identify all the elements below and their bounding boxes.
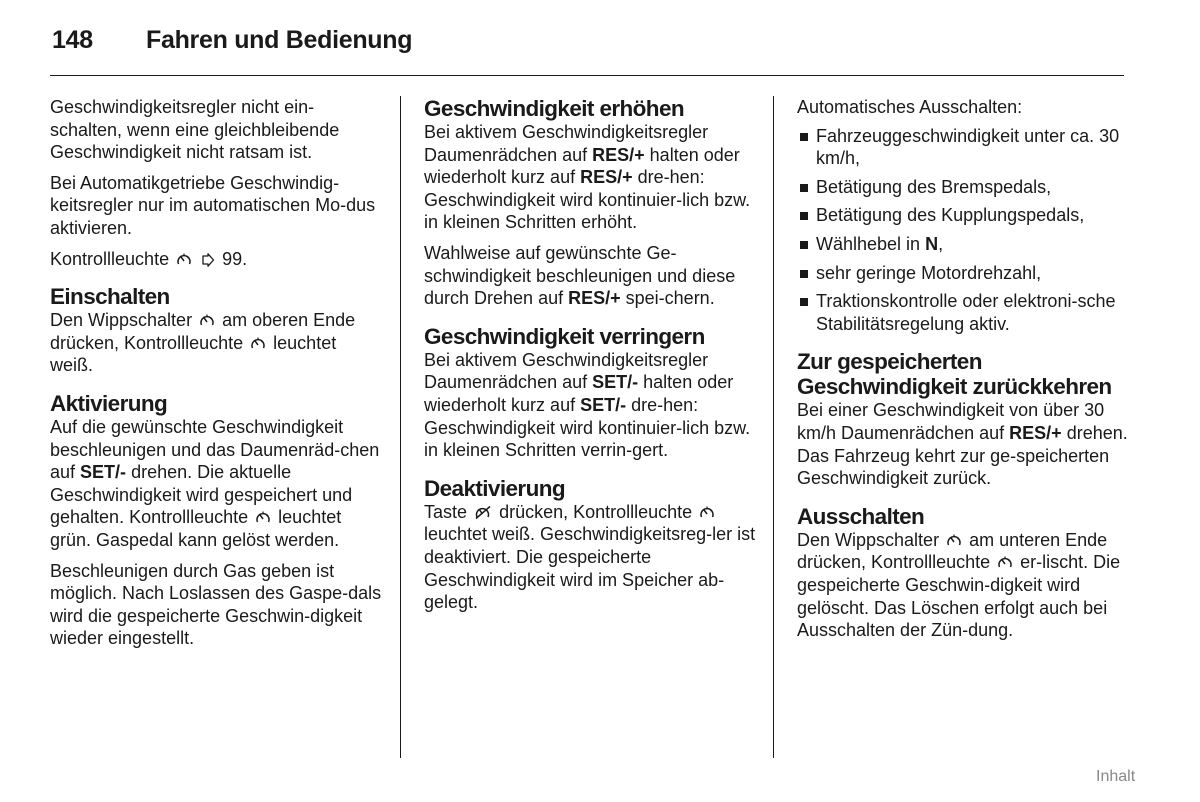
section-heading: Geschwindigkeit erhöhen — [424, 96, 685, 121]
paragraph: Geschwindigkeitsregler nicht ein-schalten, wenn eine gleichbleibende Geschwindigkeit nicht ratsam ist. — [50, 97, 340, 163]
page-ref-arrow-icon — [201, 253, 215, 267]
cruise-control-icon — [946, 533, 962, 548]
cruise-control-icon — [997, 555, 1013, 570]
contents-link[interactable]: Inhalt — [1096, 768, 1136, 785]
cruise-control-icon — [255, 510, 271, 525]
list-item: Betätigung des Bremspedals, — [797, 176, 1131, 199]
page-reference[interactable]: 99. — [222, 248, 248, 269]
paragraph: Bei Automatikgetriebe Geschwindig-keitsregler nur im automatischen Mo-dus aktivieren. — [50, 172, 376, 238]
list-item: Traktionskontrolle oder elektroni-sche Stabilitätsregelung aktiv. — [797, 290, 1131, 335]
list-item: Fahrzeuggeschwindigkeit unter ca. 30 km/h, — [797, 125, 1131, 170]
list-item: sehr geringe Motordrehzahl, — [797, 262, 1131, 285]
text: leuchtet grün. Gaspedal kann gelöst werden. — [50, 507, 342, 550]
column-divider — [773, 96, 774, 758]
section-aktivierung — [50, 391, 384, 650]
chapter-title: Fahren und Bedienung — [146, 26, 413, 54]
control-label: SET/- — [80, 462, 127, 483]
control-label: RES/+ — [1009, 422, 1062, 443]
column-2 — [424, 96, 758, 622]
section-zurueckkehren — [797, 349, 1131, 489]
text: leuchtet weiß. — [50, 332, 337, 376]
text: dre-hen: Geschwindigkeit wird kontinuier-lich bzw. in kleinen Schritten erhöht. — [424, 167, 751, 233]
section-heading: Deaktivierung — [424, 475, 565, 501]
bullet-list — [797, 125, 1131, 336]
heading-line: Zur gespeicherten — [797, 349, 982, 375]
paragraph — [50, 309, 384, 377]
column-divider — [400, 96, 401, 758]
control-label: RES/+ — [568, 288, 621, 309]
text: Bei einer Geschwindigkeit von über 30 km/h Daumenrädchen auf — [797, 400, 1105, 443]
column-1 — [50, 96, 384, 658]
control-label: SET/- — [592, 372, 639, 393]
paragraph — [424, 501, 758, 614]
paragraph — [797, 529, 1131, 642]
page-number: 148 — [52, 26, 93, 54]
text: Kontrollleuchte — [50, 248, 170, 269]
column-3 — [797, 96, 1131, 650]
control-label: SET/- — [580, 394, 627, 415]
text: drehen. Das Fahrzeug kehrt zur ge-speicherten Geschwindigkeit zurück. — [797, 422, 1128, 489]
section-verringern — [424, 324, 758, 462]
control-label: RES/+ — [592, 144, 645, 165]
text: drücken, Kontrollleuchte — [499, 501, 693, 522]
text: drehen. Die aktuelle Geschwindigkeit wird gespeichert und gehalten. Kontrollleuchte — [50, 462, 353, 528]
section-ausschalten — [797, 504, 1131, 642]
list-item: Betätigung des Kupplungspedals, — [797, 204, 1131, 227]
text: spei-chern. — [625, 288, 715, 309]
text: halten oder wiederholt kurz auf — [424, 144, 740, 188]
cruise-control-icon — [699, 505, 715, 520]
paragraph — [50, 248, 384, 271]
cruise-control-icon — [176, 252, 192, 267]
paragraph — [424, 121, 758, 234]
section-deaktivierung — [424, 476, 758, 614]
text: Bei aktivem Geschwindigkeitsregler Daumenrädchen auf — [424, 349, 709, 393]
text: halten oder wiederholt kurz auf — [424, 372, 734, 415]
heading-line: Geschwindigkeit zurückkehren — [797, 374, 1112, 400]
text: am oberen Ende drücken, Kontrollleuchte — [50, 310, 356, 353]
paragraph: Beschleunigen durch Gas geben ist möglich. Nach Loslassen des Gaspe-dals wird die gespeicherte Geschwin-digkeit wieder eingestellt. — [50, 560, 382, 649]
paragraph — [424, 242, 758, 310]
section-heading: Aktivierung — [50, 390, 168, 416]
paragraph — [50, 416, 384, 552]
cruise-off-icon — [474, 505, 492, 520]
text: Auf die gewünschte Geschwindigkeit beschleunigen und das Daumenräd-chen auf — [50, 416, 380, 483]
text: er-lischt. Die gespeicherte Geschwin-digkeit wird gelöscht. Das Löschen erfolgt auch bei Ausschalten der Zün-dung. — [797, 552, 1121, 641]
section-erhoehen — [424, 96, 758, 310]
list-item — [797, 233, 1131, 256]
paragraph — [797, 399, 1131, 489]
text: Wahlweise auf gewünschte Ge-schwindigkeit beschleunigen und diese durch Drehen auf — [424, 242, 736, 309]
cruise-control-icon — [250, 336, 266, 351]
text: Bei aktivem Geschwindigkeitsregler Daumenrädchen auf — [424, 122, 709, 165]
section-einschalten — [50, 284, 384, 377]
text: leuchtet weiß. Geschwindigkeitsreg-ler ist deaktiviert. Die gespeicherte Geschwindigkeit wird im Speicher ab-gelegt. — [424, 524, 756, 613]
text: Den Wippschalter — [50, 310, 193, 331]
section-heading: Geschwindigkeit verringern — [424, 323, 705, 349]
paragraph: Automatisches Ausschalten: — [797, 97, 1023, 117]
text: dre-hen: Geschwindigkeit wird kontinuier-lich bzw. in kleinen Schritten verrin-gert. — [424, 394, 751, 461]
section-heading: Einschalten — [50, 284, 170, 310]
control-label: N — [925, 233, 939, 254]
section-heading: Ausschalten — [797, 503, 925, 529]
page-header — [50, 24, 1124, 76]
text: Wählhebel in — [816, 233, 921, 254]
text: Taste — [424, 501, 468, 522]
section-heading — [797, 349, 1131, 399]
paragraph — [424, 349, 758, 462]
text: am unteren Ende drücken, Kontrollleuchte — [797, 529, 1108, 573]
text: Den Wippschalter — [797, 529, 940, 550]
control-label: RES/+ — [580, 167, 633, 188]
cruise-control-icon — [199, 313, 215, 328]
text: , — [938, 233, 944, 254]
